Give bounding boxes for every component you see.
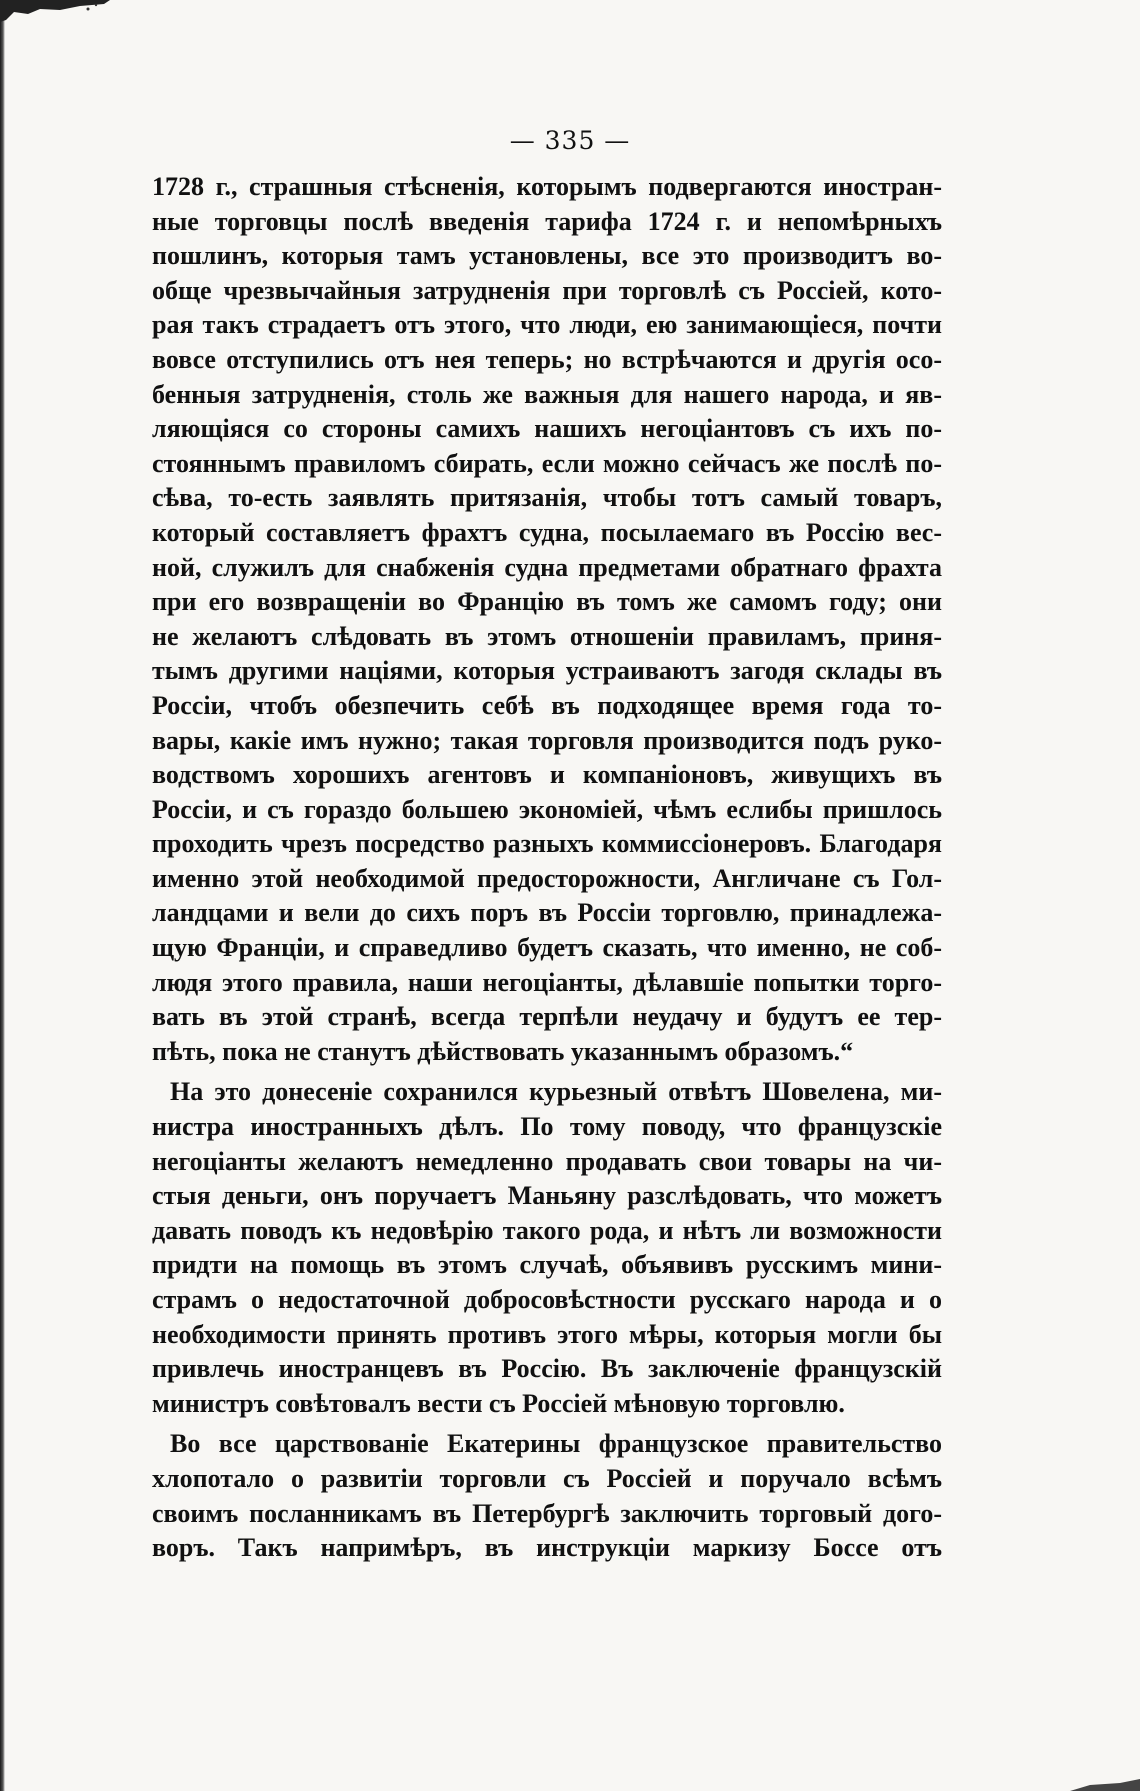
body-text [152,170,942,1566]
text-line: негоціанты желаютъ немедленно продавать свои товары на чи- [152,1146,942,1176]
text-line: который составляетъ фрахтъ судна, посылаемаго въ Россію вес- [152,517,942,547]
text-line: давать поводъ къ недовѣрію такого рода, и нѣтъ ли возможности [152,1215,942,1245]
text-line: обще чрезвычайныя затрудненія при торговлѣ съ Россіей, кото- [152,275,942,305]
text-line: вары, какіе имъ нужно; такая торговля производится подъ руко- [152,725,942,755]
text-line: проходить чрезъ посредство разныхъ коммиссіонеровъ. Благодаря [152,829,942,859]
text-line: ные торговцы послѣ введенія тарифа 1724 г. и непомѣрныхъ [152,206,942,236]
text-line: вовсе отступились отъ нея теперь; но встрѣчаются и другія осо- [152,344,942,374]
text-line: бенныя затрудненія, столь же важныя для нашего народа, и яв- [152,379,942,409]
text-line: ной, служилъ для снабженія судна предметами обратнаго фрахта [152,552,942,582]
text-line: воръ. Такъ напримѣръ, въ инструкціи маркизу Боссе отъ [152,1533,942,1563]
paragraph-1 [152,170,942,1069]
text-line: хлопотало о развитіи торговли съ Россіей и поручало всѣмъ [152,1463,942,1493]
text-line: сѣва, то-есть заявлять притязанія, чтобы тотъ самый товаръ, [152,483,942,513]
text-line: министръ совѣтовалъ вести съ Россіей мѣновую торговлю. [152,1388,845,1418]
scan-corner-blot [0,0,120,22]
text-line: пошлинъ, которыя тамъ установлены, все это производитъ во- [152,241,942,271]
text-line: стояннымъ правиломъ сбирать, если можно сейчасъ же послѣ по- [152,448,942,478]
text-line: рая такъ страдаетъ отъ этого, что люди, ею занимающіеся, почти [152,310,942,340]
text-line: ляющіяся со стороны самихъ нашихъ негоціантовъ съ ихъ по- [152,414,942,444]
text-line: при его возвращеніи во Францію въ томъ же самомъ году; они [152,587,942,617]
text-line: На это донесеніе сохранился курьезный отвѣтъ Шовелена, ми- [170,1077,942,1107]
text-line: именно этой необходимой предосторожности, Англичане съ Гол- [152,863,942,893]
text-line: ландцами и вели до сихъ поръ въ Россіи торговлю, принадлежа- [152,898,942,928]
text-line: пѣть, пока не станутъ дѣйствовать указаннымъ образомъ.“ [152,1036,854,1066]
text-line: вать въ этой странѣ, всегда терпѣли неудачу и будутъ ее тер- [152,1002,942,1032]
page-number: — 335 — [509,126,631,155]
text-line: стыя деньги, онъ поручаетъ Маньяну разслѣдовать, что можетъ [152,1181,942,1211]
text-line: тымъ другими націями, которыя устраиваютъ загодя склады въ [152,656,942,686]
text-line: страмъ о недостаточной добросовѣстности русскаго народа и о [152,1285,942,1314]
text-line: необходимости принять противъ этого мѣры, которыя могли бы [152,1319,942,1349]
scan-edge-shadow [0,0,5,1791]
text-line: не желаютъ слѣдовать въ этомъ отношеніи правиламъ, приня- [152,621,942,651]
paragraph-3 [152,1427,942,1565]
text-line: Россіи, и съ гораздо большею экономіей, чѣмъ еслибы пришлось [152,794,942,824]
text-line: 1728 г., страшныя стѣсненія, которымъ подвергаются иностран- [152,172,942,201]
text-line: придти на помощь въ этомъ случаѣ, объявивъ русскимъ мини- [152,1250,942,1280]
text-line: нистра иностранныхъ дѣлъ. По тому поводу, что французскіе [152,1112,942,1142]
text-line: щую Франціи, и справедливо будетъ сказать, что именно, не соб- [152,933,942,963]
scan-corner-mark [1050,1771,1140,1791]
text-line: своимъ посланникамъ въ Петербургѣ заключить торговый дого- [152,1498,942,1528]
text-line: Россіи, чтобъ обезпечить себѣ въ подходящее время года то- [152,690,942,720]
text-line: водствомъ хорошихъ агентовъ и компаніоновъ, живущихъ въ [152,760,942,790]
text-line: привлечь иностранцевъ въ Россію. Въ заключеніе французскій [152,1354,942,1384]
text-line: Во все царствованіе Екатерины французское правительство [170,1429,942,1459]
text-line: людя этого правила, наши негоціанты, дѣлавшіе попытки торго- [152,967,942,997]
paragraph-2 [152,1075,942,1421]
